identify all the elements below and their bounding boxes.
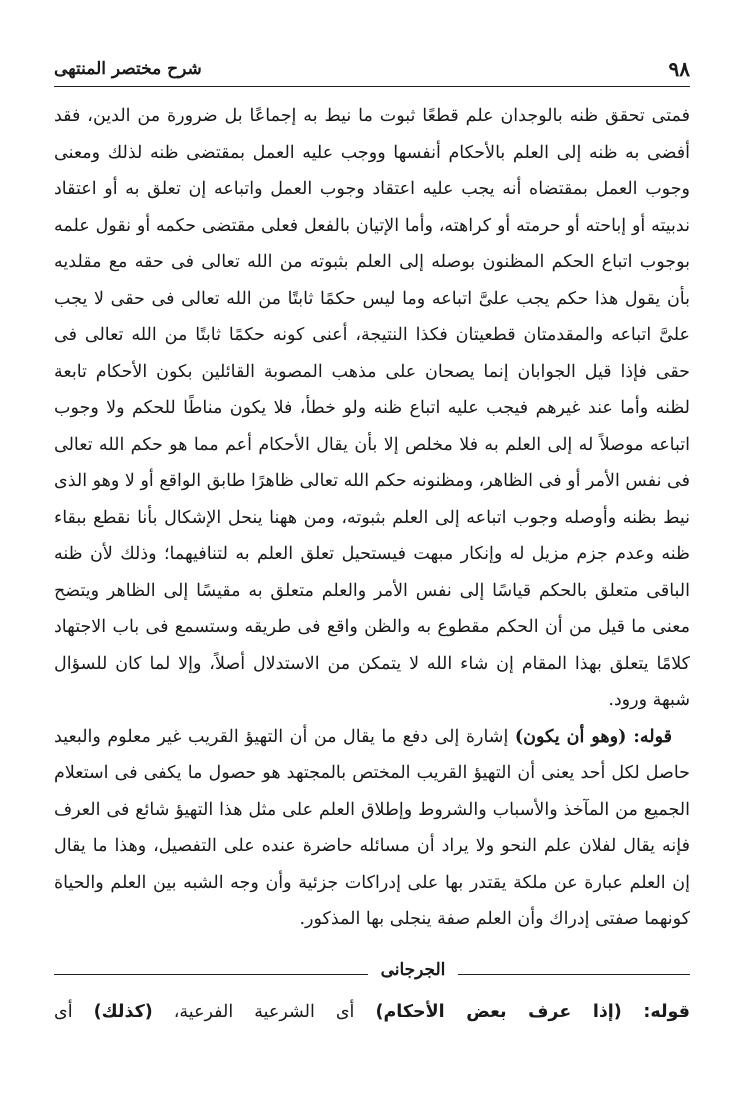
header-rule bbox=[54, 86, 690, 87]
paragraph-qawluhu bbox=[54, 719, 690, 938]
paragraph-commentary: فمتى تحقق ظنه بالوجدان علم قطعًا ثبوت ما نيط به إجماعًا بل ضرورة من الدين، فقد أفضى به ظنه إلى العلم بالأحكام أنفسها ووجب عليه العمل بمقتضى ظنه لذلك ومعنى وجوب العمل بمقتضاه أنه يجب عليه اعتقاد وجوب العمل واتباعه إن تعلق به أو اعتقاد ندبيته أو إباحته أو حرمته أو كراهته، وأما الإتيان بالفعل فعلى مقتضى حكمه أو نقول علمه بوجوب اتباع الحكم المظنون بوصله إلى العلم بثبوته من الله تعالى فى حقه مع مقلديه بأن يقول هذا حكم يجب علىَّ اتباعه وما ليس حكمًا ثابتًا من الله تعالى فى حقى لا يجب علىَّ اتباعه والمقدمتان قطعيتان فكذا النتيجة، أعنى كونه حكمًا ثابتًا من الله تعالى فى حقى فإذا قيل الجوابان إنما يصحان على مذهب المصوبة القائلين بكون الأحكام تابعة لظنه وأما عند غيرهم فيجب عليه اتباع ظنه ولو خطأ، فلا يكون مناطًا للحكم ولا وجوب اتباعه موصلاً له إلى العلم به فلا مخلص إلا بأن يقال الأحكام أعم مما هو حكم الله تعالى فى نفس الأمر أو فى الظاهر، ومظنونه حكم الله تعالى ظاهرًا طابق الواقع أو لا وهو الذى نيط بظنه وأوصله وجوب اتباعه إلى العلم بثبوته، ومن ههنا ينحل الإشكال بأنا نقطع ببقاء ظنه وعدم جزم مزيل له وإنكار مبهت فيستحيل تعلق العلم به لتنافيهما؛ وذلك لأن ظنه الباقى متعلق بالحكم قياسًا إلى نفس الأمر والعلم متعلق به مقيسًا إلى الظاهر ويتضح معنى ما قيل من أن الحكم مقطوع به والظن واقع فى طريقه وستسمع فى باب الاجتهاد كلامًا يتعلق بهذا المقام إن شاء الله لا يتمكن من الاستدلال أصلاً، وإلا لما كان للسؤال شبهة ورود. bbox=[54, 106, 690, 710]
gloss-text bbox=[54, 994, 690, 1030]
page-header bbox=[54, 55, 690, 85]
running-title: شرح مختصر المنتهى bbox=[54, 59, 202, 79]
gloss-middle: أى الشرعية الفرعية، bbox=[152, 1002, 376, 1022]
paragraph-body: إشارة إلى دفع ما يقال من أن التهيؤ القريب غير معلوم والبعيد حاصل لكل أحد يعنى أن التهيؤ القريب المختص بالمجتهد هو حصول ما يكفى فى استعلام الجميع من المآخذ والأسباب والشروط وإطلاق العلم على مثل هذا التهيؤ شائع فى العرف فإنه يقال لفلان علم النحو ولا يراد أن مسائله حاضرة عنده على التفصيل، وهذا ما يقال إن العلم عبارة عن ملكة يقتدر بها على إدراكات جزئية وأن وجه الشبه بين العلم والحياة كونهما صفتى إدراك وأن العلم صفة ينجلى بها المذكور. bbox=[54, 726, 690, 929]
page-number: ٩٨ bbox=[668, 57, 690, 81]
gloss-quote-1: (إذا عرف بعض الأحكام) bbox=[375, 1002, 622, 1022]
gloss-quote-2: (كذلك) bbox=[93, 1002, 153, 1022]
divider-rule-right bbox=[458, 974, 690, 975]
divider-title: الجرجانى bbox=[380, 960, 446, 980]
gloss-lead: قوله: bbox=[621, 1002, 690, 1022]
divider-rule-left bbox=[54, 974, 368, 975]
paragraph-lead: قوله: (وهو أن يكون) bbox=[514, 726, 673, 747]
section-divider bbox=[54, 960, 690, 988]
main-text bbox=[54, 98, 690, 938]
gloss-tail: أى bbox=[54, 1002, 94, 1022]
